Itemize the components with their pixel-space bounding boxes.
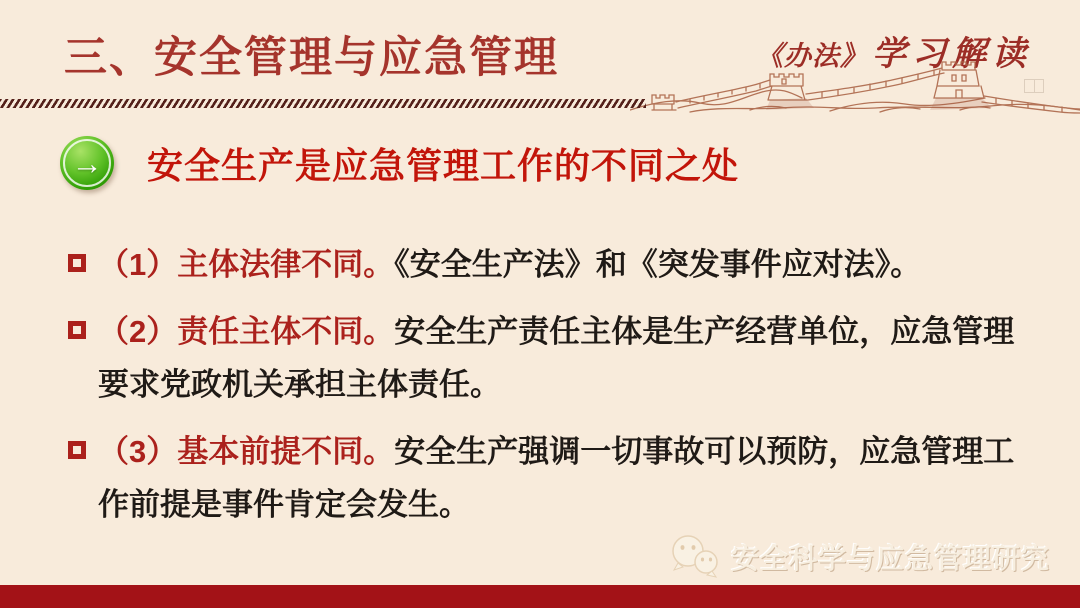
great-wall-illustration [630,48,1080,116]
arrow-glyph: → [71,145,103,181]
bullet-body-2: 安全生产责任主体是生产经营单位，应急管理要求党政机关承担主体责任。 [98,314,1015,402]
bullet-lead-3: （3）基本前提不同。 [98,434,395,469]
bullet-text-2 [98,305,1040,411]
square-bullet-icon [68,254,86,272]
bullet-item-2 [68,305,1040,411]
bullet-text-1 [98,238,1040,291]
bullet-lead-2: （2）责任主体不同。 [98,314,395,349]
watermark [668,534,1050,580]
square-bullet-icon [68,321,86,339]
badge-suffix: 学习解读 [872,36,1032,73]
arrow-right-icon [60,136,114,190]
bullet-body-1: 《安全生产法》和《突发事件应对法》。 [394,247,922,282]
square-bullet-icon [68,441,86,459]
bullet-lead-1: （1）主体法律不同。 [98,247,395,282]
section-heading: 安全生产是应急管理工作的不同之处 [147,144,740,186]
footer-bar [0,585,1080,608]
badge-prefix: 《办法》 [756,41,868,71]
seal-mark [1024,79,1044,93]
bullet-list [68,238,1040,545]
bullet-item-3 [68,425,1040,531]
bullet-item-1 [68,238,1040,291]
section-heading-row [60,136,739,190]
slide-title: 三、安全管理与应急管理 [64,34,559,82]
bullet-body-3: 安全生产强调一切事故可以预防，应急管理工作前提是事件肯定会发生。 [98,434,1015,522]
watermark-text: 安全科学与应急管理研究 [730,543,1050,574]
wechat-icon [668,534,722,580]
bullet-text-3 [98,425,1040,531]
hatch-divider [0,99,646,108]
